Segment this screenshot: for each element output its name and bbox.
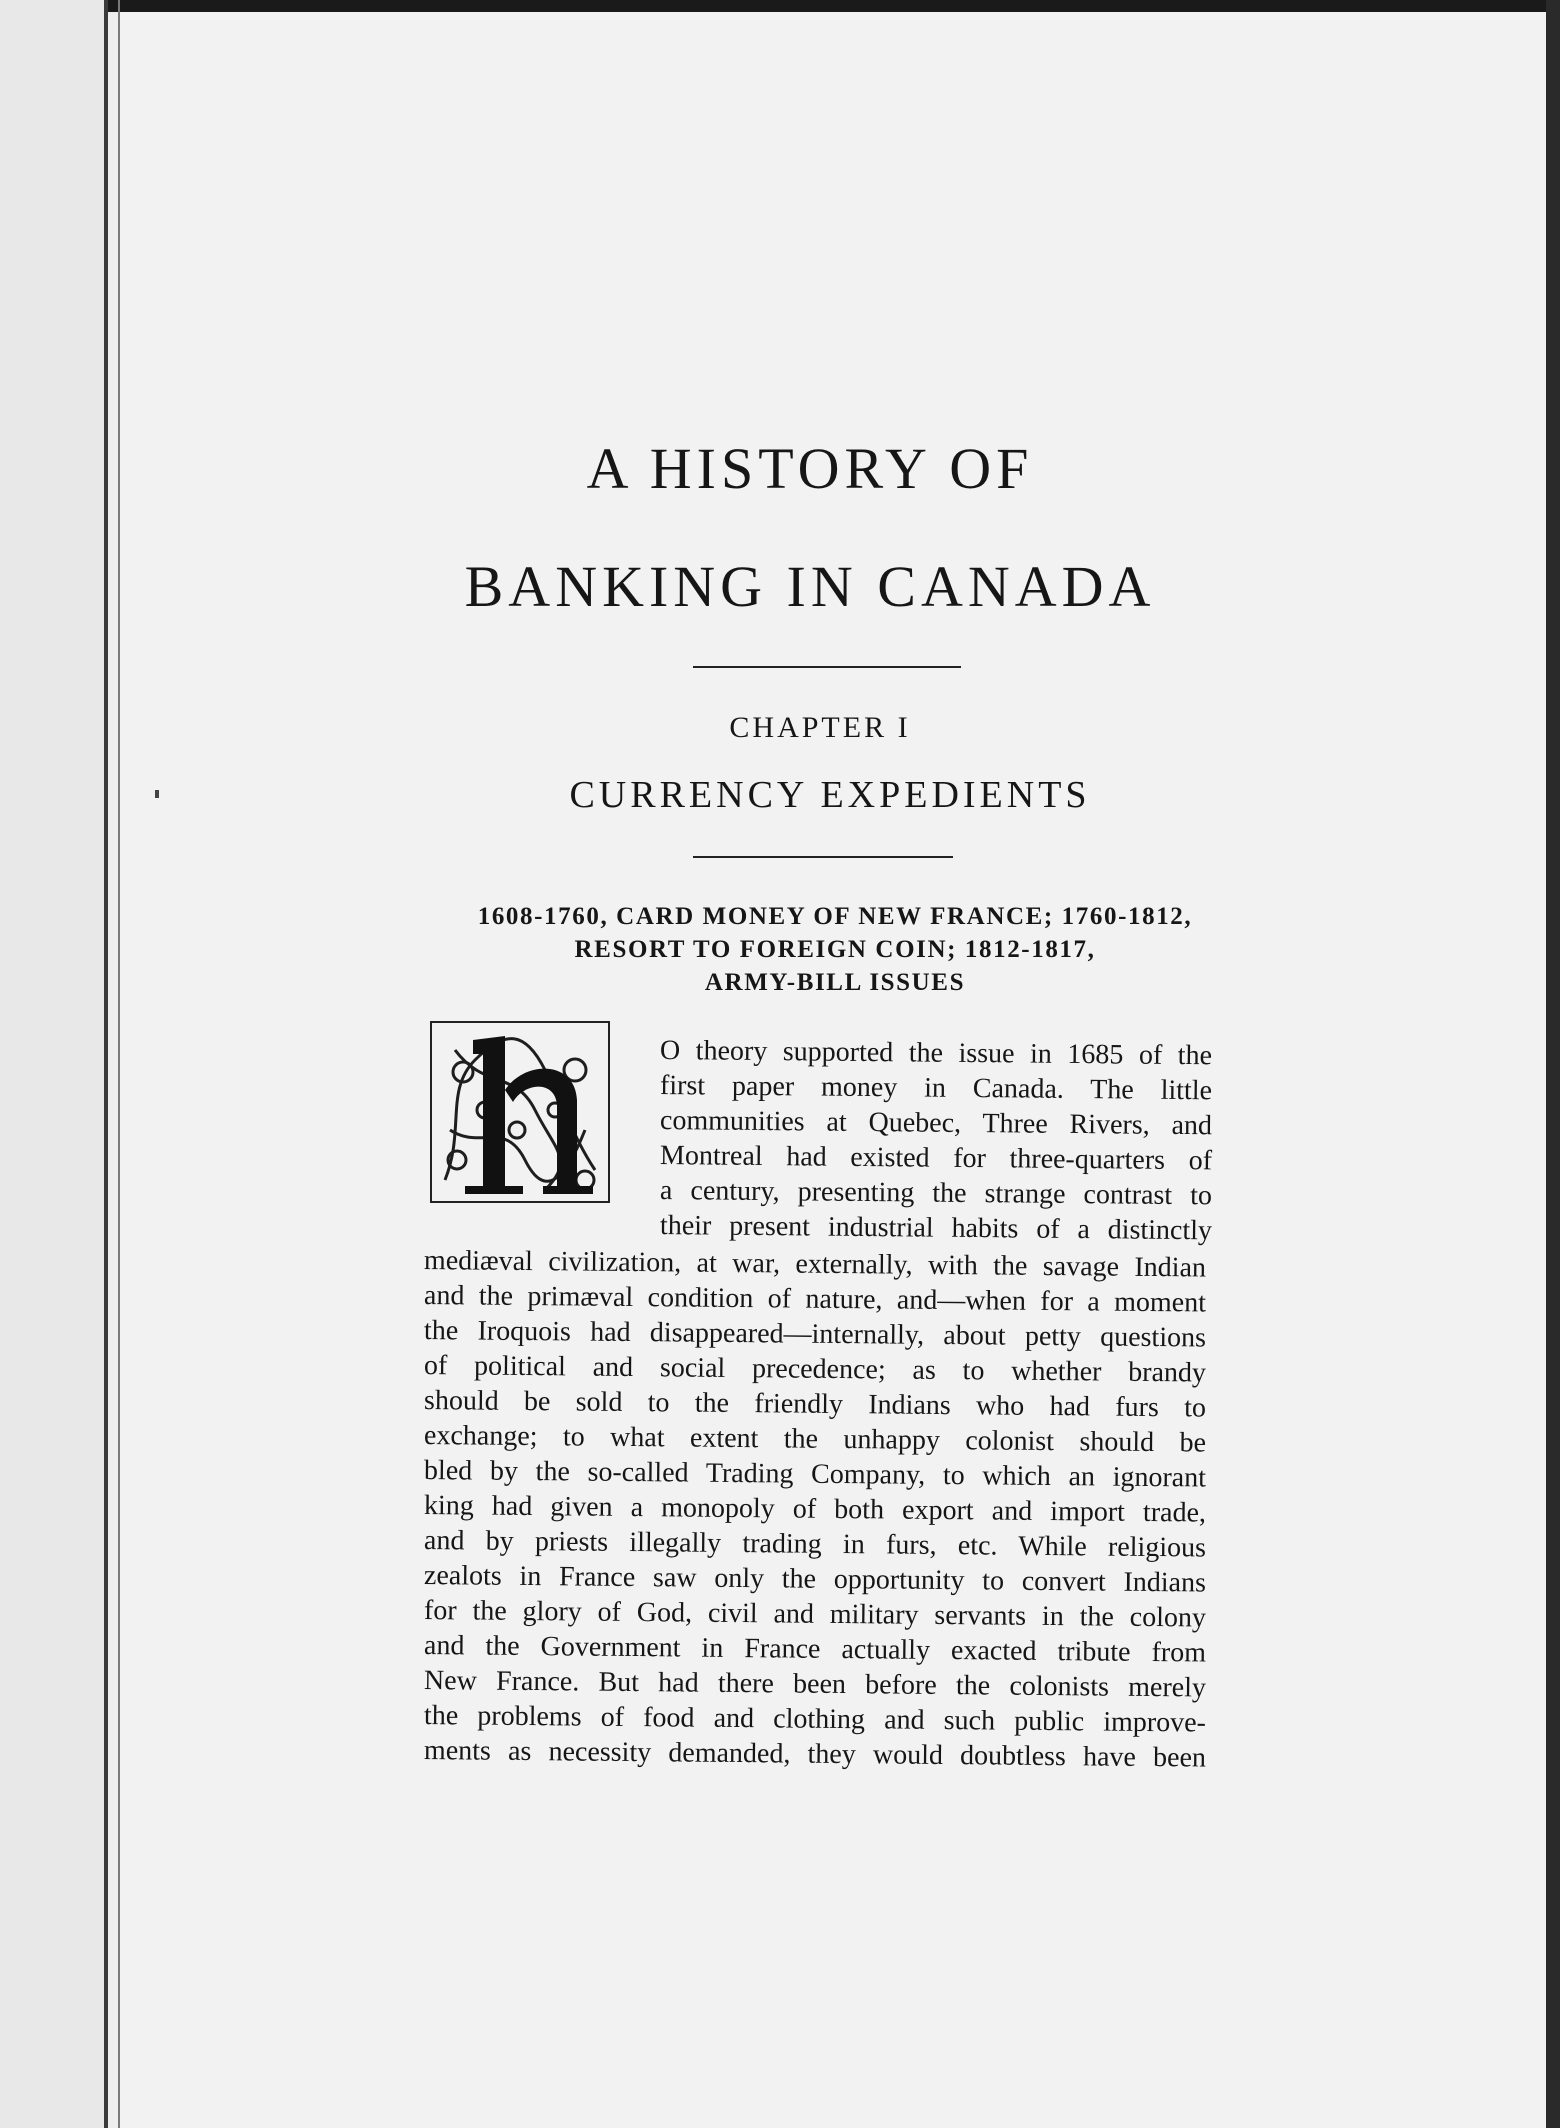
body-text-line: first paper money in Canada. The little	[659, 1070, 1213, 1107]
chapter-title: CURRENCY EXPEDIENTS	[569, 774, 1091, 816]
body-text-line: mediæval civilization, at war, externally, with the savage Indian	[423, 1245, 1207, 1284]
body-text-line: a century, presenting the strange contrast to	[659, 1175, 1213, 1212]
body-text-line: ments as necessity demanded, they would doubtless have been	[423, 1735, 1207, 1774]
body-text-line: and the Government in France actually exacted tribute from	[423, 1630, 1207, 1669]
body-text-line: for the glory of God, civil and military servants in the colony	[423, 1595, 1207, 1634]
title-divider-rule	[693, 666, 961, 668]
body-text-line: the problems of food and clothing and such public improve-	[423, 1700, 1207, 1739]
body-text-line: and the primæval condition of nature, and—when for a moment	[423, 1280, 1207, 1319]
facing-page-margin	[0, 0, 108, 2128]
book-title-line-1: A HISTORY OF	[586, 436, 1034, 501]
book-title-line-2: BANKING IN CANADA	[464, 554, 1156, 619]
summary-line: RESORT TO FOREIGN COIN; 1812-1817,	[574, 936, 1096, 963]
body-text-line: zealots in France saw only the opportunity to convert Indians	[423, 1560, 1207, 1599]
body-text-line: the Iroquois had disappeared—internally, about petty questions	[423, 1315, 1207, 1354]
body-text-line: Montreal had existed for three-quarters of	[659, 1140, 1213, 1177]
body-text-line: of political and social precedence; as to whether brandy	[423, 1350, 1207, 1389]
summary-line: 1608-1760, CARD MONEY OF NEW FRANCE; 1760-1812,	[477, 903, 1193, 930]
body-text-line: bled by the so-called Trading Company, to which an ignorant	[423, 1455, 1207, 1494]
body-text-line: O theory supported the issue in 1685 of the	[659, 1035, 1213, 1072]
chapter-summary	[455, 900, 1215, 999]
stray-ink-mark	[155, 790, 159, 798]
illuminated-initial-artwork	[425, 1010, 615, 1210]
body-text-line: should be sold to the friendly Indians who had furs to	[423, 1385, 1207, 1424]
body-text-line: their present industrial habits of a distinctly	[659, 1210, 1213, 1247]
illuminated-initial	[425, 1010, 615, 1210]
scan-top-edge	[0, 0, 1560, 12]
chapter-divider-rule	[693, 856, 953, 858]
body-text-line: New France. But had there been before the colonists merely	[423, 1665, 1207, 1704]
scan-right-edge	[1546, 0, 1560, 2128]
body-text-line: exchange; to what extent the unhappy colonist should be	[423, 1420, 1207, 1459]
summary-line: ARMY-BILL ISSUES	[704, 969, 966, 996]
body-text-line: king had given a monopoly of both export and import trade,	[423, 1490, 1207, 1529]
body-text-line: communities at Quebec, Three Rivers, and	[659, 1105, 1213, 1142]
book-spine-shadow	[104, 0, 108, 2128]
body-text-line: and by priests illegally trading in furs, etc. While religious	[423, 1525, 1207, 1564]
chapter-number: CHAPTER I	[729, 711, 911, 744]
